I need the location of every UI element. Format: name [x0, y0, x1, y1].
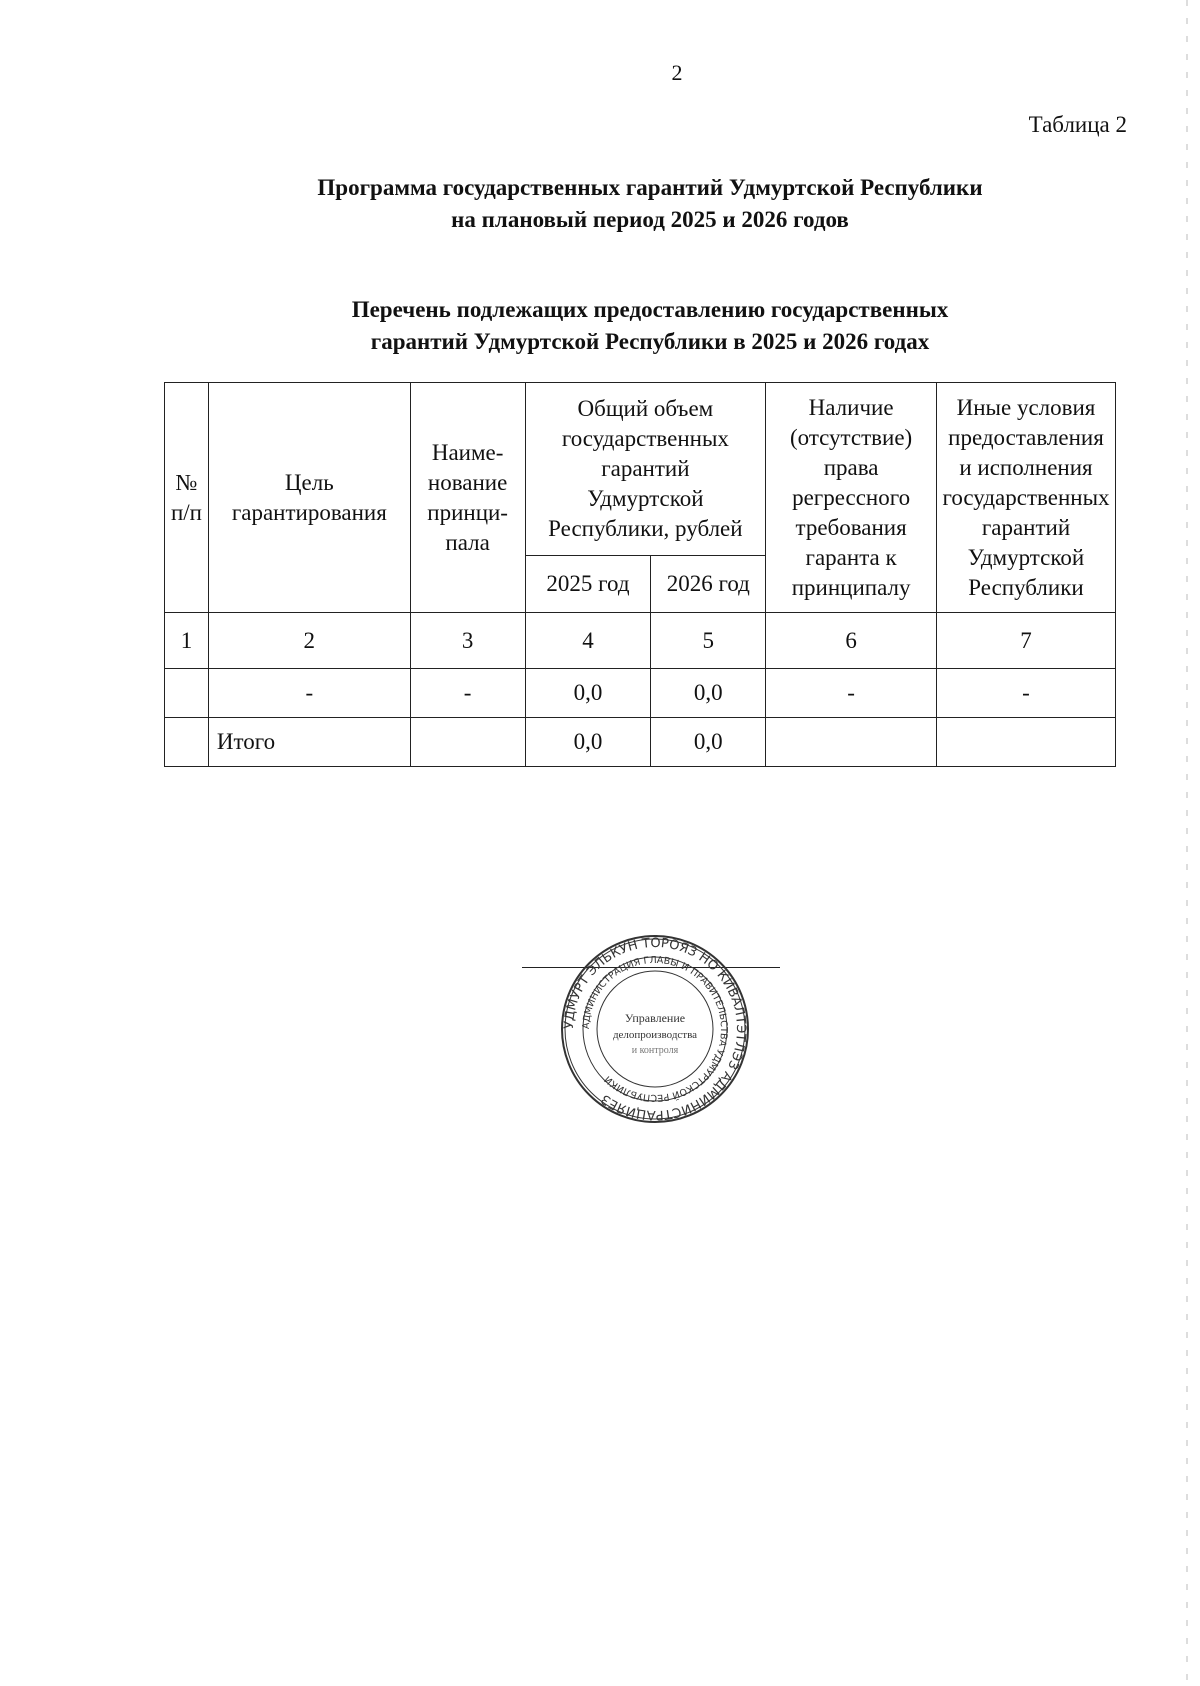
- table-row: [165, 669, 1116, 718]
- document-subtitle: [0, 294, 1200, 358]
- cell-goal: -: [208, 669, 410, 718]
- cell-2025: 0,0: [525, 718, 651, 767]
- scan-edge: [1186, 0, 1188, 1686]
- header-other-conditions: Иные условия предоставления и исполнения государственных гарантий Удмуртской Республики: [936, 383, 1115, 613]
- cell-num: [165, 669, 209, 718]
- guarantees-table: [164, 382, 1116, 767]
- header-goal: Цель гарантирования: [208, 383, 410, 613]
- header-year-2025: 2025 год: [525, 556, 651, 613]
- header-year-2026: 2026 год: [651, 556, 766, 613]
- cell-other: -: [936, 669, 1115, 718]
- cell-principal: -: [410, 669, 525, 718]
- page-number: 2: [671, 60, 683, 85]
- stamp-center-line: делопроизводства: [612, 1029, 698, 1041]
- cell-2025: 0,0: [525, 669, 651, 718]
- cell-num: [165, 718, 209, 767]
- header-regress: Наличие (отсутствие) права регрессного требования гаранта к принципалу: [766, 383, 937, 613]
- subtitle-line: гарантий Удмуртской Республики в 2025 и 2026 годах: [370, 329, 930, 354]
- cell-2026: 0,0: [651, 718, 766, 767]
- total-row: [165, 718, 1116, 767]
- column-number: 2: [208, 613, 410, 669]
- table-label: Таблица 2: [1028, 112, 1127, 137]
- title-line: на плановый период 2025 и 2026 годов: [451, 207, 849, 232]
- column-number-row: [165, 613, 1116, 669]
- subtitle-line: Перечень подлежащих предоставлению государственных: [351, 297, 949, 322]
- cell-regress: -: [766, 669, 937, 718]
- column-number: 3: [410, 613, 525, 669]
- stamp-outer-text: УДМУРТ ЭЛЬКУН ТӦРОЯЗ НО КИВАЛТЭТЛЭЗ АДМИНИСТРАЦИЯЕЗ: [561, 935, 749, 1123]
- header-principal: Наиме- нование принци- пала: [410, 383, 525, 613]
- column-number: 1: [165, 613, 209, 669]
- official-stamp: [560, 934, 750, 1124]
- column-number: 4: [525, 613, 651, 669]
- header-num: № п/п: [165, 383, 209, 613]
- column-number: 5: [651, 613, 766, 669]
- stamp-inner-text: АДМИНИСТРАЦИЯ ГЛАВЫ И ПРАВИТЕЛЬСТВА УДМУРТСКОЙ РЕСПУБЛИКИ: [580, 954, 730, 1104]
- stamp-center-line: Управление: [624, 1011, 686, 1025]
- header-volume: Общий объем государственных гарантий Удмуртской Республики, рублей: [525, 383, 766, 556]
- cell-principal: [410, 718, 525, 767]
- stamp-center-line: и контроля: [631, 1045, 679, 1056]
- cell-regress: [766, 718, 937, 767]
- document-title: [0, 172, 1200, 236]
- title-line: Программа государственных гарантий Удмуртской Республики: [317, 175, 983, 200]
- cell-total-label: Итого: [208, 718, 410, 767]
- column-number: 7: [936, 613, 1115, 669]
- column-number: 6: [766, 613, 937, 669]
- cell-other: [936, 718, 1115, 767]
- cell-2026: 0,0: [651, 669, 766, 718]
